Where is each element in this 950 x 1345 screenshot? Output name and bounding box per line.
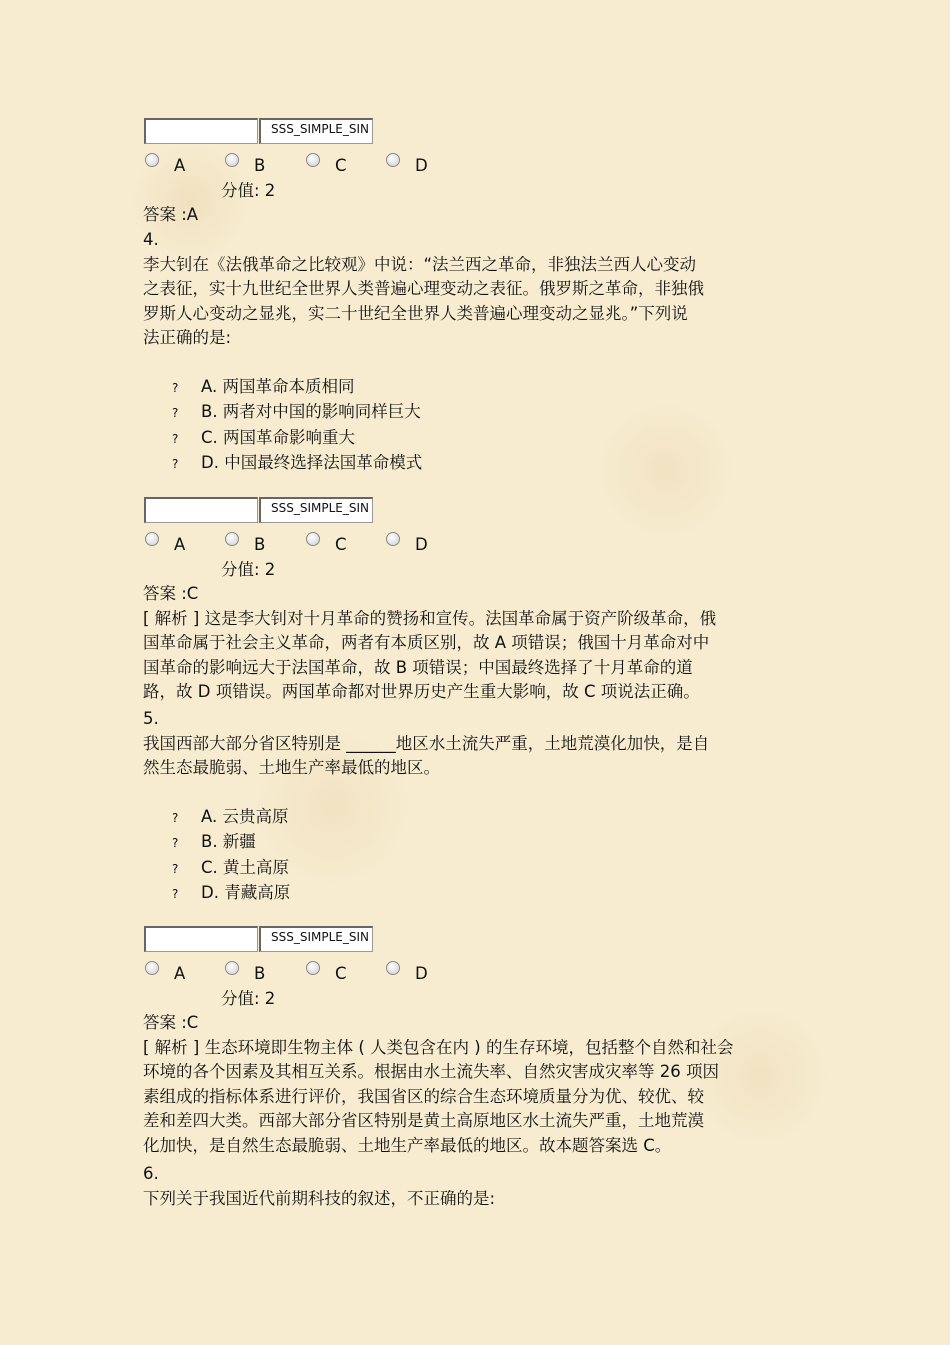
analysis-line: 差和差四大类。西部大部分省区特别是黄土高原地区水土流失严重，土地荒漠 xyxy=(143,1111,704,1130)
question-number: 4. xyxy=(143,230,159,249)
radio-label: A xyxy=(174,156,186,175)
question-stem-line: 罗斯人心变动之显兆，实二十世纪全世界人类普遍心理变动之显兆。”下列说 xyxy=(143,303,688,323)
analysis-line: 化加快，是自然生态最脆弱、土地生产率最低的地区。故本题答案选 C。 xyxy=(143,1135,672,1155)
analysis-line: 素组成的指标体系进行评价，我国省区的综合生态环境质量分为优、较优、较 xyxy=(143,1086,704,1106)
question-stem-line: 下列关于我国近代前期科技的叙述，不正确的是: xyxy=(143,1188,496,1208)
answer-q5: 答案 :C xyxy=(143,1013,199,1032)
options-q5 xyxy=(172,804,672,905)
radio-label: C xyxy=(335,156,347,175)
option-item xyxy=(172,374,672,399)
bullet-icon: ? xyxy=(172,406,179,421)
radio-label: A xyxy=(174,535,186,554)
question-stem-line: 之表征，实十九世纪全世界人类普遍心理变动之表征。俄罗斯之革命，非独俄 xyxy=(143,279,704,298)
option-text: D. 中国最终选择法国革命模式 xyxy=(201,452,423,472)
question-stem-line: 我国西部大部分省区特别是 ______地区水土流失严重，土地荒漠化加快，是自 xyxy=(143,733,710,753)
answer-input-q3[interactable] xyxy=(144,118,258,144)
radio-circle-icon[interactable] xyxy=(386,153,400,167)
radio-circle-icon[interactable] xyxy=(306,961,320,975)
radio-circle-icon[interactable] xyxy=(306,532,320,546)
question-type-select-q4[interactable]: SSS_SIMPLE_SIN xyxy=(259,497,373,523)
option-text: A. 云贵高原 xyxy=(201,807,289,826)
option-text: C. 两国革命影响重大 xyxy=(201,427,356,447)
radio-circle-icon[interactable] xyxy=(145,532,159,546)
radio-circle-icon[interactable] xyxy=(145,961,159,975)
radio-group-q3 xyxy=(143,151,463,177)
option-item xyxy=(172,829,672,854)
question-5 xyxy=(143,707,823,781)
bullet-icon: ? xyxy=(172,381,179,395)
answer-q4: 答案 :C xyxy=(143,584,199,603)
radio-label: C xyxy=(335,964,347,983)
option-item xyxy=(172,804,672,829)
radio-circle-icon[interactable] xyxy=(145,153,159,167)
radio-circle-icon[interactable] xyxy=(225,532,239,546)
answer-input-q4[interactable] xyxy=(144,497,258,523)
radio-circle-icon[interactable] xyxy=(306,153,320,167)
question-6 xyxy=(143,1162,823,1211)
question-number: 5. xyxy=(143,709,159,728)
question-stem-line: 李大钊在《法俄革命之比较观》中说：“法兰西之革命，非独法兰西人心变动 xyxy=(143,254,697,274)
answer-q3: 答案 :A xyxy=(143,205,199,224)
score-label-q4: 分值: 2 xyxy=(221,560,276,579)
option-text: B. 新疆 xyxy=(201,832,256,852)
analysis-line: [ 解析 ] 生态环境即生物主体 ( 人类包含在内 ) 的生存环境，包括整个自然和社会 xyxy=(143,1037,734,1057)
score-label-q3: 分值: 2 xyxy=(221,181,276,200)
analysis-line: 路，故 D 项错误。两国革命都对世界历史产生重大影响，故 C 项说法正确。 xyxy=(143,682,700,701)
option-item xyxy=(172,399,672,424)
option-text: B. 两者对中国的影响同样巨大 xyxy=(201,402,421,422)
options-q4 xyxy=(172,374,672,475)
analysis-line: 国革命的影响远大于法国革命，故 B 项错误；中国最终选择了十月革命的道 xyxy=(143,657,693,677)
answer-analysis-q4 xyxy=(143,582,823,705)
answer-control-q3 xyxy=(143,118,383,148)
radio-circle-icon[interactable] xyxy=(225,961,239,975)
question-type-select-q3[interactable]: SSS_SIMPLE_SIN xyxy=(259,118,373,144)
bullet-icon: ? xyxy=(172,811,179,825)
bullet-icon: ? xyxy=(172,886,179,901)
radio-label: B xyxy=(254,535,266,554)
score-label-q5: 分值: 2 xyxy=(221,989,276,1008)
bullet-icon: ? xyxy=(172,861,179,876)
radio-label: D xyxy=(415,535,428,554)
question-number: 6. xyxy=(143,1164,159,1183)
analysis-line: [ 解析 ] 这是李大钊对十月革命的赞扬和宣传。法国革命属于资产阶级革命，俄 xyxy=(143,608,717,628)
option-text: C. 黄土高原 xyxy=(201,857,290,877)
analysis-line: 国革命属于社会主义革命，两者有本质区别，故 A 项错误；俄国十月革命对中 xyxy=(143,633,710,652)
bullet-icon: ? xyxy=(172,836,179,851)
radio-circle-icon[interactable] xyxy=(386,532,400,546)
answer-control-q4 xyxy=(143,497,383,527)
bullet-icon: ? xyxy=(172,431,179,446)
option-text: D. 青藏高原 xyxy=(201,882,291,902)
bullet-icon: ? xyxy=(172,456,179,471)
question-4 xyxy=(143,228,823,351)
option-item xyxy=(172,450,672,475)
radio-circle-icon[interactable] xyxy=(225,153,239,167)
analysis-line: 环境的各个因素及其相互关系。根据由水土流失率、自然灾害成灾率等 26 项因 xyxy=(143,1062,719,1081)
radio-label: C xyxy=(335,535,347,554)
option-item xyxy=(172,425,672,450)
radio-label: B xyxy=(254,964,266,983)
question-stem-line: 法正确的是: xyxy=(143,328,232,347)
answer-analysis-q5 xyxy=(143,1011,823,1158)
radio-label: A xyxy=(174,964,186,983)
answer-control-q5 xyxy=(143,926,383,956)
option-text: A. 两国革命本质相同 xyxy=(201,377,355,396)
radio-group-q5 xyxy=(143,959,463,985)
radio-circle-icon[interactable] xyxy=(386,961,400,975)
radio-label: D xyxy=(415,156,428,175)
radio-label: D xyxy=(415,964,428,983)
question-type-select-q5[interactable]: SSS_SIMPLE_SIN xyxy=(259,926,373,952)
radio-label: B xyxy=(254,156,266,175)
answer-input-q5[interactable] xyxy=(144,926,258,952)
question-stem-line: 然生态最脆弱、土地生产率最低的地区。 xyxy=(143,758,440,777)
option-item xyxy=(172,880,672,905)
option-item xyxy=(172,855,672,880)
radio-group-q4 xyxy=(143,530,463,556)
